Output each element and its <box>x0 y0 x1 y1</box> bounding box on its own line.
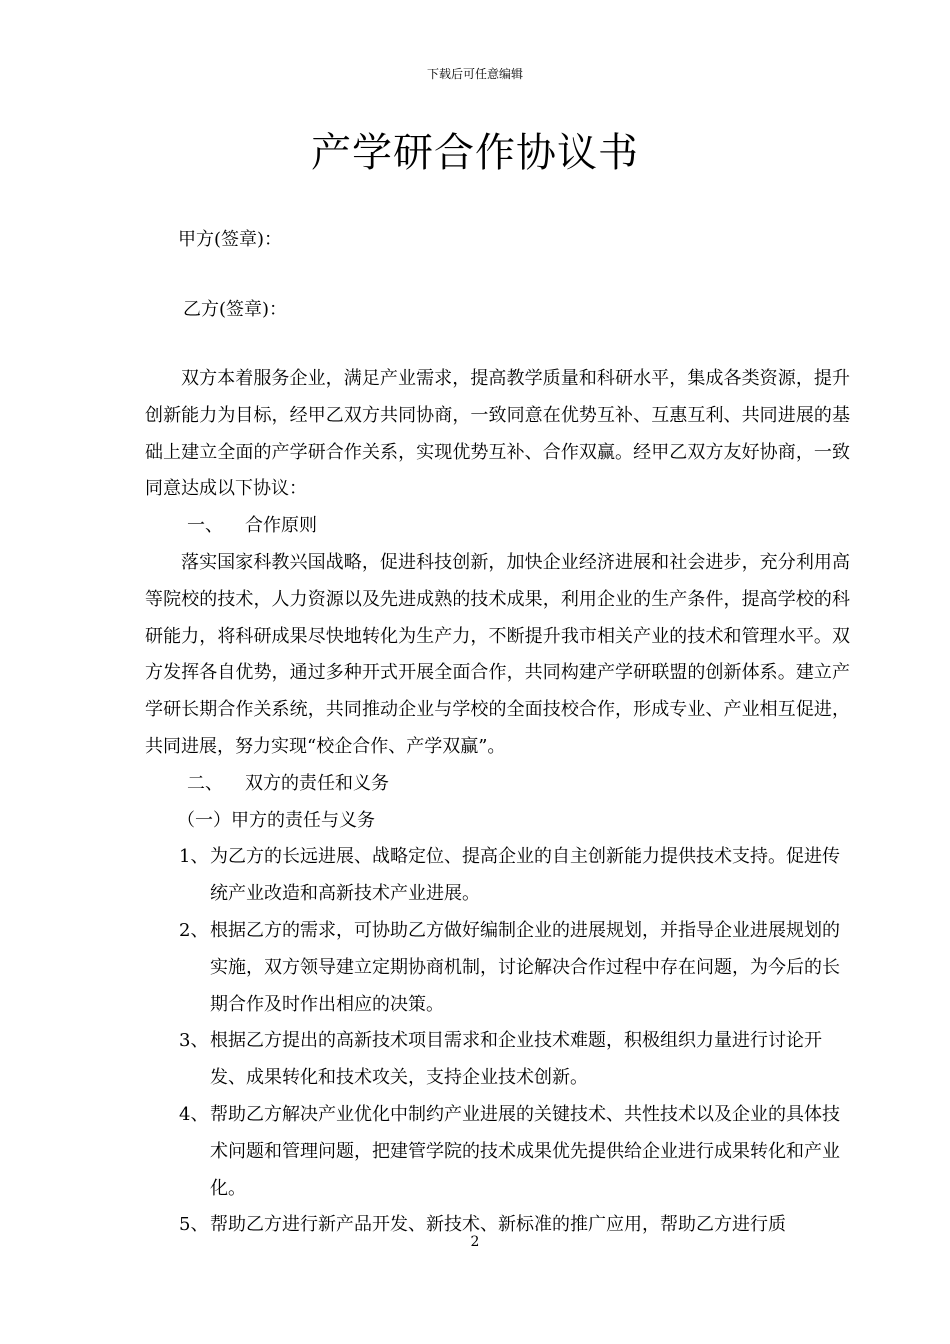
page-number: 2 <box>470 1234 480 1250</box>
party-a-signature-line: 甲方(签章)： <box>178 229 283 250</box>
agreement-body <box>145 361 850 1244</box>
list-item <box>145 1097 850 1207</box>
section-2-number: 二、 <box>187 772 223 794</box>
list-item-number: 2、 <box>179 919 209 941</box>
list-item-text: 帮助乙方进行新产品开发、新技术、新标准的推广应用，帮助乙方进行质 <box>210 1214 786 1236</box>
section-1-paragraph: 落实国家科教兴国战略，促进科技创新，加快企业经济进展和社会进步，充分利用高等院校的技术，人力资源以及先进成熟的技术成果，利用企业的生产条件，提高学校的科研能力，将科研成果尽快地转化为生产力，不断提升我市相关产业的技术和管理水平。双方发挥各自优势，通过多种开式开展全面合作，共同构建产学研联盟的创新体系。建立产学研长期合作关系统，共同推动企业与学校的全面技校合作，形成专业、产业相互促进，共同进展，努力实现“校企合作、产学双赢”。 <box>145 551 850 757</box>
section-1-number: 一、 <box>187 515 223 537</box>
list-item-number: 4、 <box>179 1103 209 1125</box>
list-item-text: 根据乙方的需求，可协助乙方做好编制企业的进展规划，并指导企业进展规划的实施，双方领导建立定期协商机制，讨论解决合作过程中存在问题，为今后的长期合作及时作出相应的决策。 <box>210 919 840 1015</box>
header-note: 下载后可任意编辑 <box>426 67 523 81</box>
section-2-heading <box>145 766 850 803</box>
list-item <box>145 839 850 913</box>
section-2-title: 双方的责任和义务 <box>245 772 389 794</box>
list-item <box>145 1023 850 1097</box>
section-1-heading <box>145 508 850 545</box>
party-b-signature-line: 乙方(签章)： <box>183 299 288 320</box>
list-item-text: 为乙方的长远进展、战略定位、提高企业的自主创新能力提供技术支持。促进传统产业改造和高新技术产业进展。 <box>210 846 840 905</box>
document-title: 产学研合作协议书 <box>311 130 639 176</box>
section-1-title: 合作原则 <box>245 515 317 537</box>
list-item-number: 3、 <box>179 1030 209 1052</box>
list-item-text: 帮助乙方解决产业优化中制约产业进展的关键技术、共性技术以及企业的具体技术问题和管理问题，把建管学院的技术成果优先提供给企业进行成果转化和产业化。 <box>210 1103 840 1199</box>
list-item <box>145 913 850 1023</box>
intro-paragraph: 双方本着服务企业，满足产业需求，提高教学质量和科研水平，集成各类资源，提升创新能力为目标，经甲乙双方共同协商，一致同意在优势互补、互惠互利、共同进展的基础上建立全面的产学研合作关系，实现优势互补、合作双赢。经甲乙双方友好协商，一致同意达成以下协议： <box>145 368 850 500</box>
list-item-number: 5、 <box>179 1214 209 1236</box>
subsection-a-heading: （一）甲方的责任与义务 <box>177 809 375 831</box>
list-item-number: 1、 <box>179 846 209 868</box>
list-item-text: 根据乙方提出的高新技术项目需求和企业技术难题，积极组织力量进行讨论开发、成果转化和技术攻关，支持企业技术创新。 <box>210 1030 822 1089</box>
